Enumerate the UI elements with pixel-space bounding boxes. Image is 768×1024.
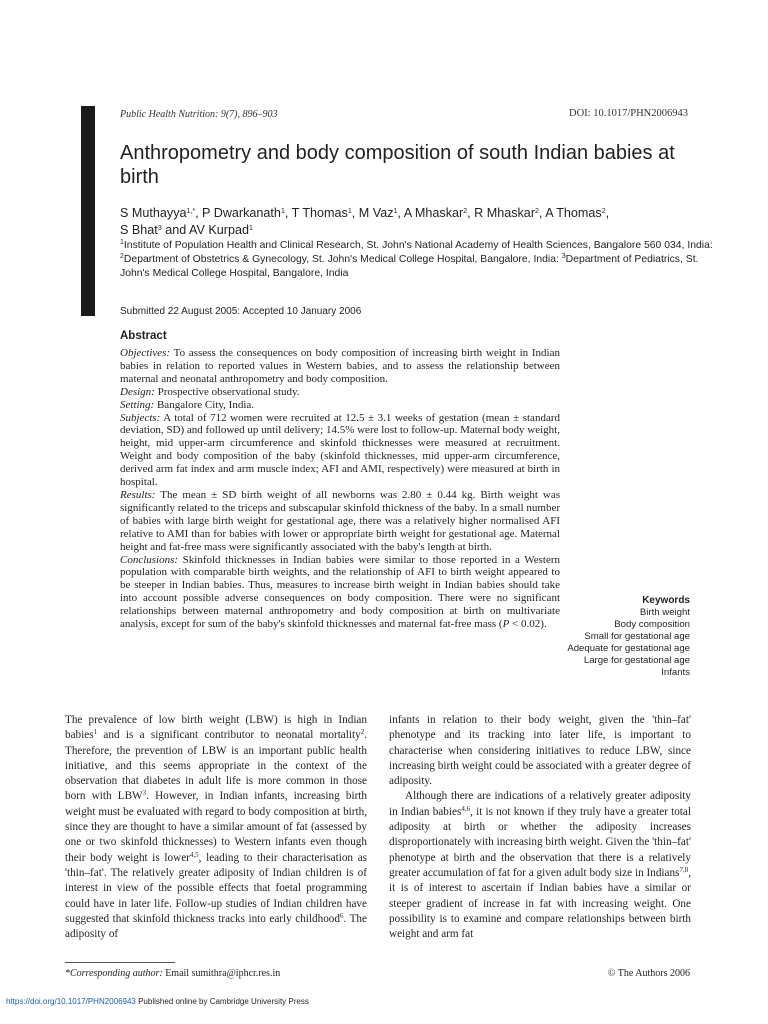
abstract-heading: Abstract [120, 330, 167, 342]
keywords-heading: Keywords [642, 595, 690, 606]
keyword-item: Large for gestational age [583, 655, 690, 666]
body-paragraph: Although there are indications of a relatively greater adiposity in Indian babies$^{4,6}$, it is not known if they truly have a greater total adiposity at birth or whether the adiposity increases disproportionately with increasing birth weight. Given the 'thin–fat' phenotype at birth and the observation that there is a relatively greater accumulation of fat for a given adult body size in Indians$^{7,8}$, it is of interest to ascertain if Indian babies have a similar or steeper gradient of increase in fat with increasing weight. One possibility is to examine and compare relationships between birth weight and arm fat [389, 790, 691, 941]
abstract-subjects: Subjects: A total of 712 women were recruited at 12.5 ± 3.1 weeks of gestation (mean ± standard deviation, SD) and followed up until delivery; 14.5% were lost to follow-up. Maternal body weight, height, mid upper-arm circumference and skinfold thicknesses were measured at recruitment. Weight and body composition of the baby (skinfold thicknesses, mid upper-arm circumference, derived arm fat index and arm muscle index; AFI and AMI, respectively) were measured at birth in hospital. [120, 411, 560, 489]
published-online-bar: https://doi.org/10.1017/PHN2006943 Published online by Cambridge University Press [6, 997, 309, 1006]
sidebar-bar [81, 106, 95, 316]
footnote-divider [65, 962, 175, 963]
keyword-item: Infants [661, 667, 690, 678]
keyword-item: Body composition [614, 619, 690, 630]
abstract-design: Design: Prospective observational study. [120, 385, 300, 398]
author-list: S Muthayya$^{1,*}$, P Dwarkanath$^1$, T Thomas$^1$, M Vaz$^1$, A Mhaskar$^2$, R Mhaskar$^2$, A Thomas$^2$, S Bhat$^3$ and AV Kurpad$^1$ [120, 206, 610, 237]
article-doi: DOI: 10.1017/PHN2006943 [568, 108, 688, 119]
abstract-setting: Setting: Bangalore City, India. [120, 398, 255, 411]
abstract-results: Results: The mean ± SD birth weight of all newborns was 2.80 ± 0.44 kg. Birth weight was significantly related to the triceps and subscapular skinfold thickness of the baby. In a small number of babies with large birth weight for gestational age, there was a relatively higher normalised AFI relative to AMI than for babies with lower or appropriate birth weight for gestational age. Maternal height and fat-free mass were significantly associated with the baby's length at birth. [120, 488, 560, 553]
abstract-body [120, 347, 560, 631]
corresponding-author: *Corresponding author: Email sumithra@iphcr.res.in [65, 968, 281, 979]
article-title: Anthropometry and body composition of south Indian babies at birth [120, 142, 675, 188]
body-paragraph: infants in relation to their body weight, given the 'thin–fat' phenotype and its tracking into later life, is important to characterise when considering initiatives to reduce LBW, since increasing birth weight could be associated with a greater degree of adiposity. [389, 714, 691, 788]
keyword-item: Birth weight [639, 607, 690, 618]
keyword-item: Adequate for gestational age [567, 643, 690, 654]
journal-citation: Public Health Nutrition: 9(7), 896–903 [120, 109, 278, 120]
keywords-box [530, 595, 690, 679]
affiliations: $^1$Institute of Population Health and Clinical Research, St. John's National Academy of Health Sciences, Bangalore 560 034, India: $^2$Department of Obstetrics & Gynecology, St. John's Medical College Hospital, Bangalore, India: $^3$Department of Pediatrics, St. John's Medical College Hospital, Bangalore, India [120, 239, 713, 279]
abstract-objectives: Objectives: To assess the consequences on body composition of increasing birth weight in Indian babies in relation to reported values in Western babies, and to assess the relationship between maternal and neonatal anthropometry and body composition. [120, 347, 560, 385]
body-paragraph: The prevalence of low birth weight (LBW) is high in Indian babies$^1$ and is a significant contributor to neonatal mortality$^2$. Therefore, the prevention of LBW is an important public health initiative, and this seems appropriate in the context of the observation that diabetes in adult life is more common in those born with LBW$^3$. However, in Indian infants, increasing birth weight must be evaluated with regard to body composition at birth, since they are thought to have a similar amount of fat (assessed by one or two skinfold thicknesses) to Western infants even though their body weight is lower$^{4,5}$, leading to their characterisation as 'thin–fat'. The relatively greater adiposity of Indian children is of interest in view of the possible effects that foetal programming could have in later life. Follow-up studies of Indian children have suggested that skinfold thickness tracks into early childhood$^6$. The adiposity of [65, 714, 368, 941]
body-column-right [389, 713, 691, 942]
keyword-item: Small for gestational age [584, 631, 690, 642]
submission-dates: Submitted 22 August 2005: Accepted 10 January 2006 [120, 306, 362, 317]
copyright: © The Authors 2006 [607, 968, 690, 979]
body-column-left [65, 713, 367, 942]
abstract-conclusions: Conclusions: Skinfold thicknesses in Indian babies were similar to those reported in a Western population with comparable birth weights, and the relationship of AFI to birth weight appeared to be steeper in Indian babies. Thus, measures to increase birth weight in Indian babies should take into account possible adverse consequences on body composition. There were no significant relationships between maternal anthropometry and body composition at birth on multivariate analysis, except for sum of the baby's skinfold thicknesses and maternal fat-free mass (P < 0.02). [120, 553, 560, 631]
doi-link[interactable]: https://doi.org/10.1017/PHN2006943 [6, 997, 136, 1006]
